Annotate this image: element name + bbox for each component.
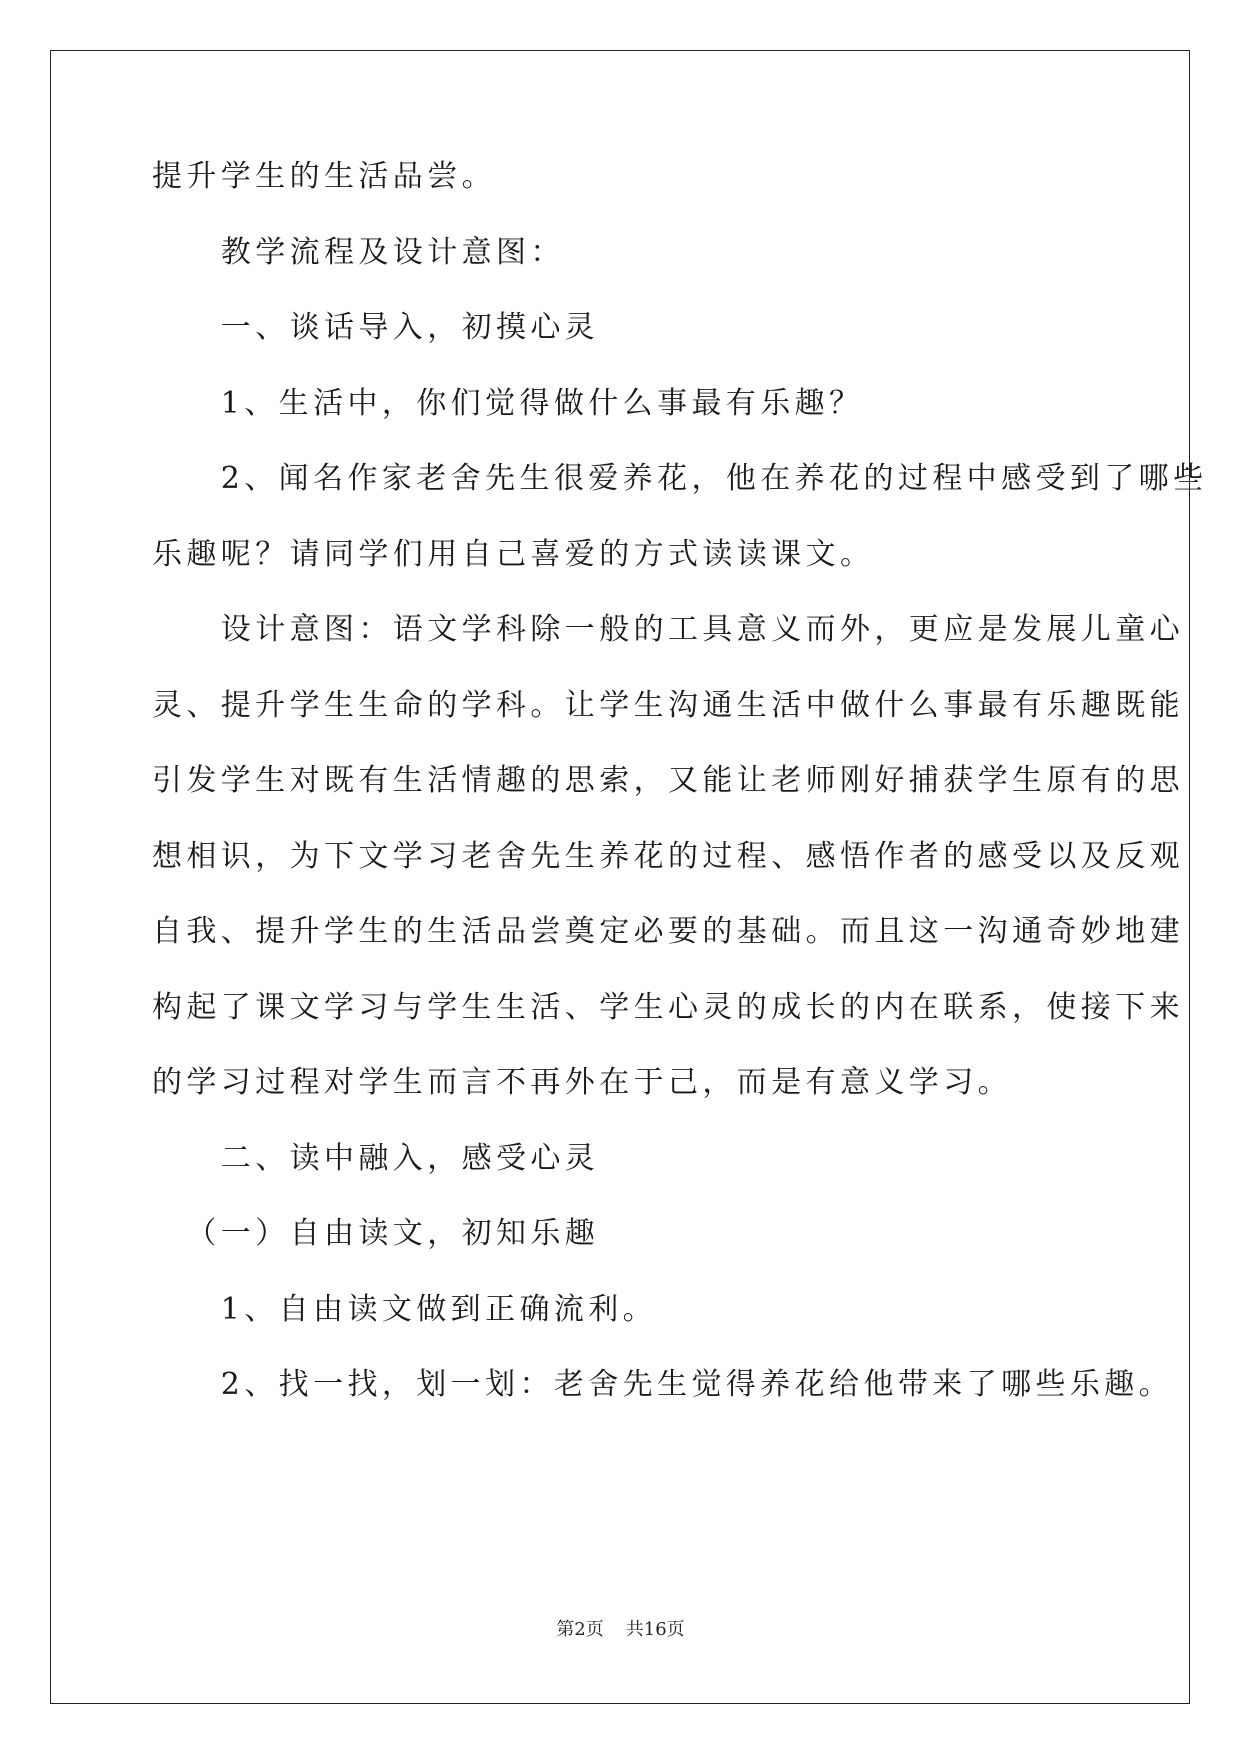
text-line: 自我、提升学生的生活品尝奠定必要的基础。而且这一沟通奇妙地建: [152, 914, 1184, 949]
text-line: 2、找一找，划一划：老舍先生觉得养花给他带来了哪些乐趣。: [220, 1367, 1174, 1402]
text-line: 教学流程及设计意图：: [220, 234, 565, 270]
page-footer: [0, 1615, 1241, 1641]
text-line: 1、生活中，你们觉得做什么事最有乐趣？: [220, 385, 864, 421]
text-line: 引发学生对既有生活情趣的思索，又能让老师刚好捕获学生原有的思: [152, 763, 1184, 798]
page-total: 共16页: [625, 1619, 685, 1640]
text-line: 设计意图：语文学科除一般的工具意义而外，更应是发展儿童心: [220, 612, 1184, 647]
text-line: 提升学生的生活品尝。: [152, 159, 496, 194]
text-line: 构起了课文学习与学生生活、学生心灵的成长的内在联系，使接下来: [152, 989, 1184, 1025]
text-line: 1、自由读文做到正确流利。: [220, 1291, 658, 1327]
text-line: 灵、提升学生生命的学科。让学生沟通生活中做什么事最有乐趣既能: [152, 687, 1184, 723]
text-line: 二、读中融入，感受心灵: [220, 1140, 600, 1176]
text-line: 想相识，为下文学习老舍先生养花的过程、感悟作者的感受以及反观: [152, 838, 1184, 874]
text-line: 2、闻名作家老舍先生很爱养花，他在养花的过程中感受到了哪些: [220, 461, 1208, 496]
text-line: （一）自由读文，初知乐趣: [186, 1216, 600, 1251]
text-line: 的学习过程对学生而言不再外在于己，而是有意义学习。: [152, 1065, 1012, 1100]
page-number: 第2页: [556, 1619, 604, 1640]
text-line: 乐趣呢？请同学们用自己喜爱的方式读读课文。: [152, 536, 875, 572]
text-line: 一、谈话导入，初摸心灵: [220, 310, 600, 345]
